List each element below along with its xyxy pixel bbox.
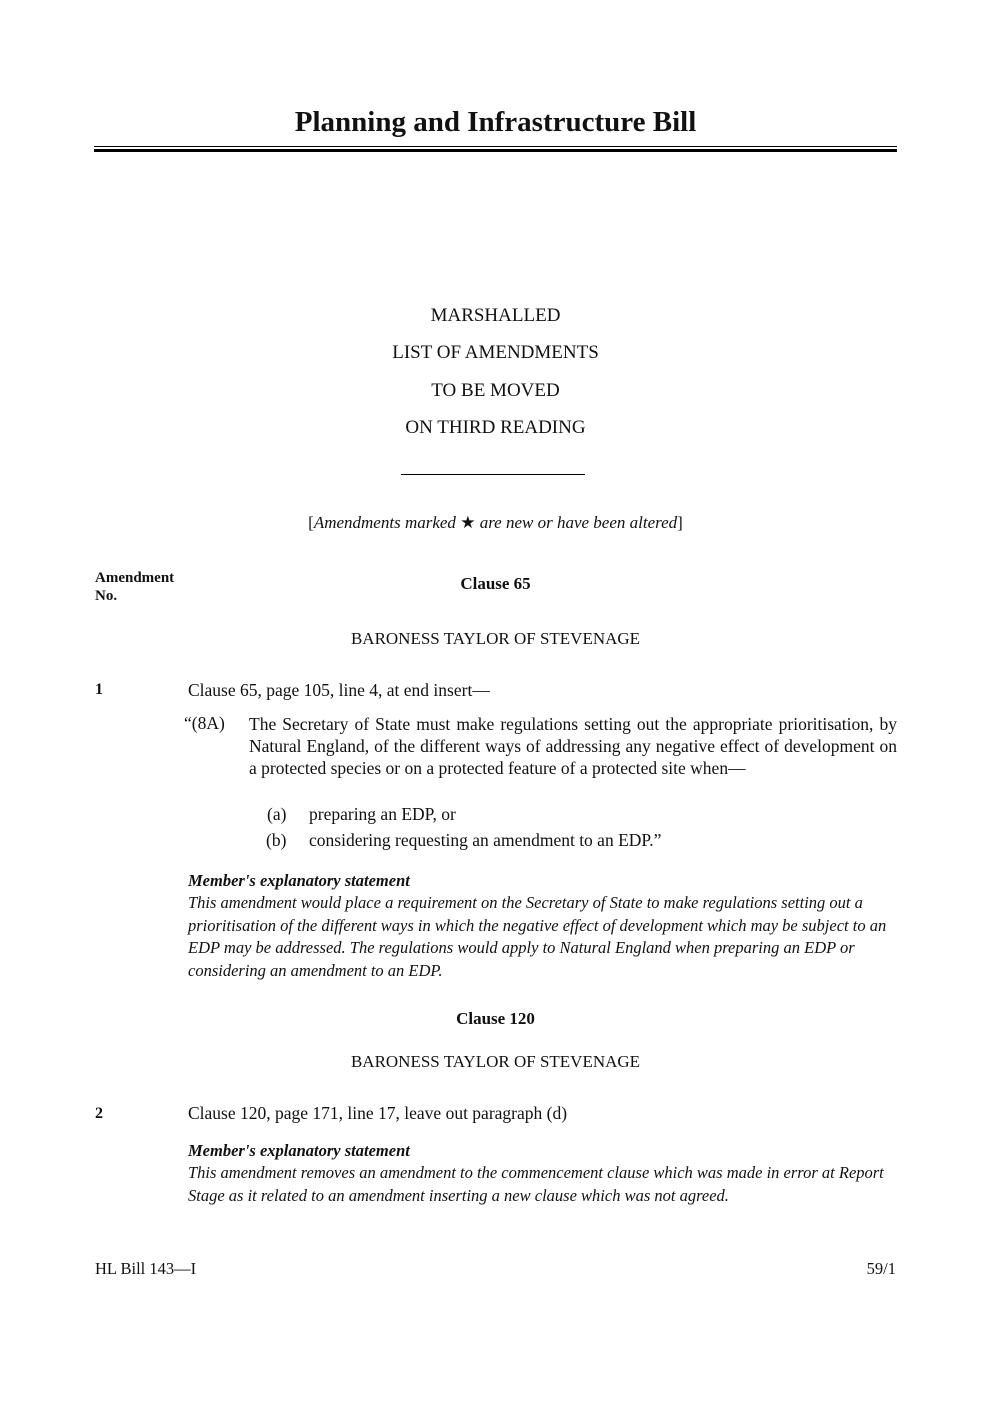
insert-subsection-label: “(8A) [184,713,225,733]
heading-line-marshalled: MARSHALLED [430,305,561,326]
clause-heading: Clause 120 [456,1009,535,1028]
document-title: Planning and Infrastructure Bill [294,106,697,138]
star-icon: ★ [460,513,476,532]
explanatory-statement-heading: Member's explanatory statement [188,871,410,890]
heading-line-to-be-moved: TO BE MOVED [431,380,560,401]
insert-subsection-text: The Secretary of State must make regulations setting out the appropriate prioritisation, by Natural England, of the different ways of addressing any negative effect of development on a protected species or on a protected feature of a protected site when— [249,714,897,778]
amendment-instruction: Clause 65, page 105, line 4, at end insert— [188,680,490,700]
amendment-instruction: Clause 120, page 171, line 17, leave out paragraph (d) [188,1103,568,1123]
clause-heading: Clause 65 [460,574,531,593]
note-open-bracket: [ [308,513,314,532]
amendment-number: 1 [95,681,103,698]
amendment-no-label-line2: No. [95,588,118,604]
amendment-no-label-line1: Amendment [95,570,175,586]
member-name: BARONESS TAYLOR OF STEVENAGE [350,1052,641,1071]
explanatory-statement-heading: Member's explanatory statement [188,1141,410,1160]
paragraph-label: (a) [267,804,287,824]
amendments-note [0,513,991,533]
bill-reference: HL Bill 143—I [95,1259,197,1278]
amendment-number: 2 [95,1105,103,1122]
page-reference: 59/1 [866,1259,896,1278]
note-close-bracket: ] [677,513,683,532]
heading-line-third-reading: ON THIRD READING [405,417,586,438]
paragraph-text: considering requesting an amendment to an EDP.” [309,830,662,850]
paragraph-text: preparing an EDP, or [309,804,456,824]
note-text-before: Amendments marked [313,513,461,532]
heading-line-list-of-amendments: LIST OF AMENDMENTS [392,342,599,363]
paragraph-label: (b) [266,830,287,850]
explanatory-statement-text: This amendment would place a requirement on the Secretary of State to make regulations setting out a prioritisation of the different ways in which the negative effect of development which may be subject to an EDP may be addressed. The regulations would apply to Natural England when preparing an EDP or considering an amendment to an EDP. [188,893,887,980]
title-rule-thick [94,149,897,152]
title-rule-thin [94,146,897,147]
explanatory-statement-text: This amendment removes an amendment to the commencement clause which was made in error at Report Stage as it related to an amendment inserting a new clause which was not agreed. [188,1163,884,1205]
heading-divider [401,474,585,475]
note-text-after: are new or have been altered [475,513,678,532]
member-name: BARONESS TAYLOR OF STEVENAGE [350,629,641,648]
